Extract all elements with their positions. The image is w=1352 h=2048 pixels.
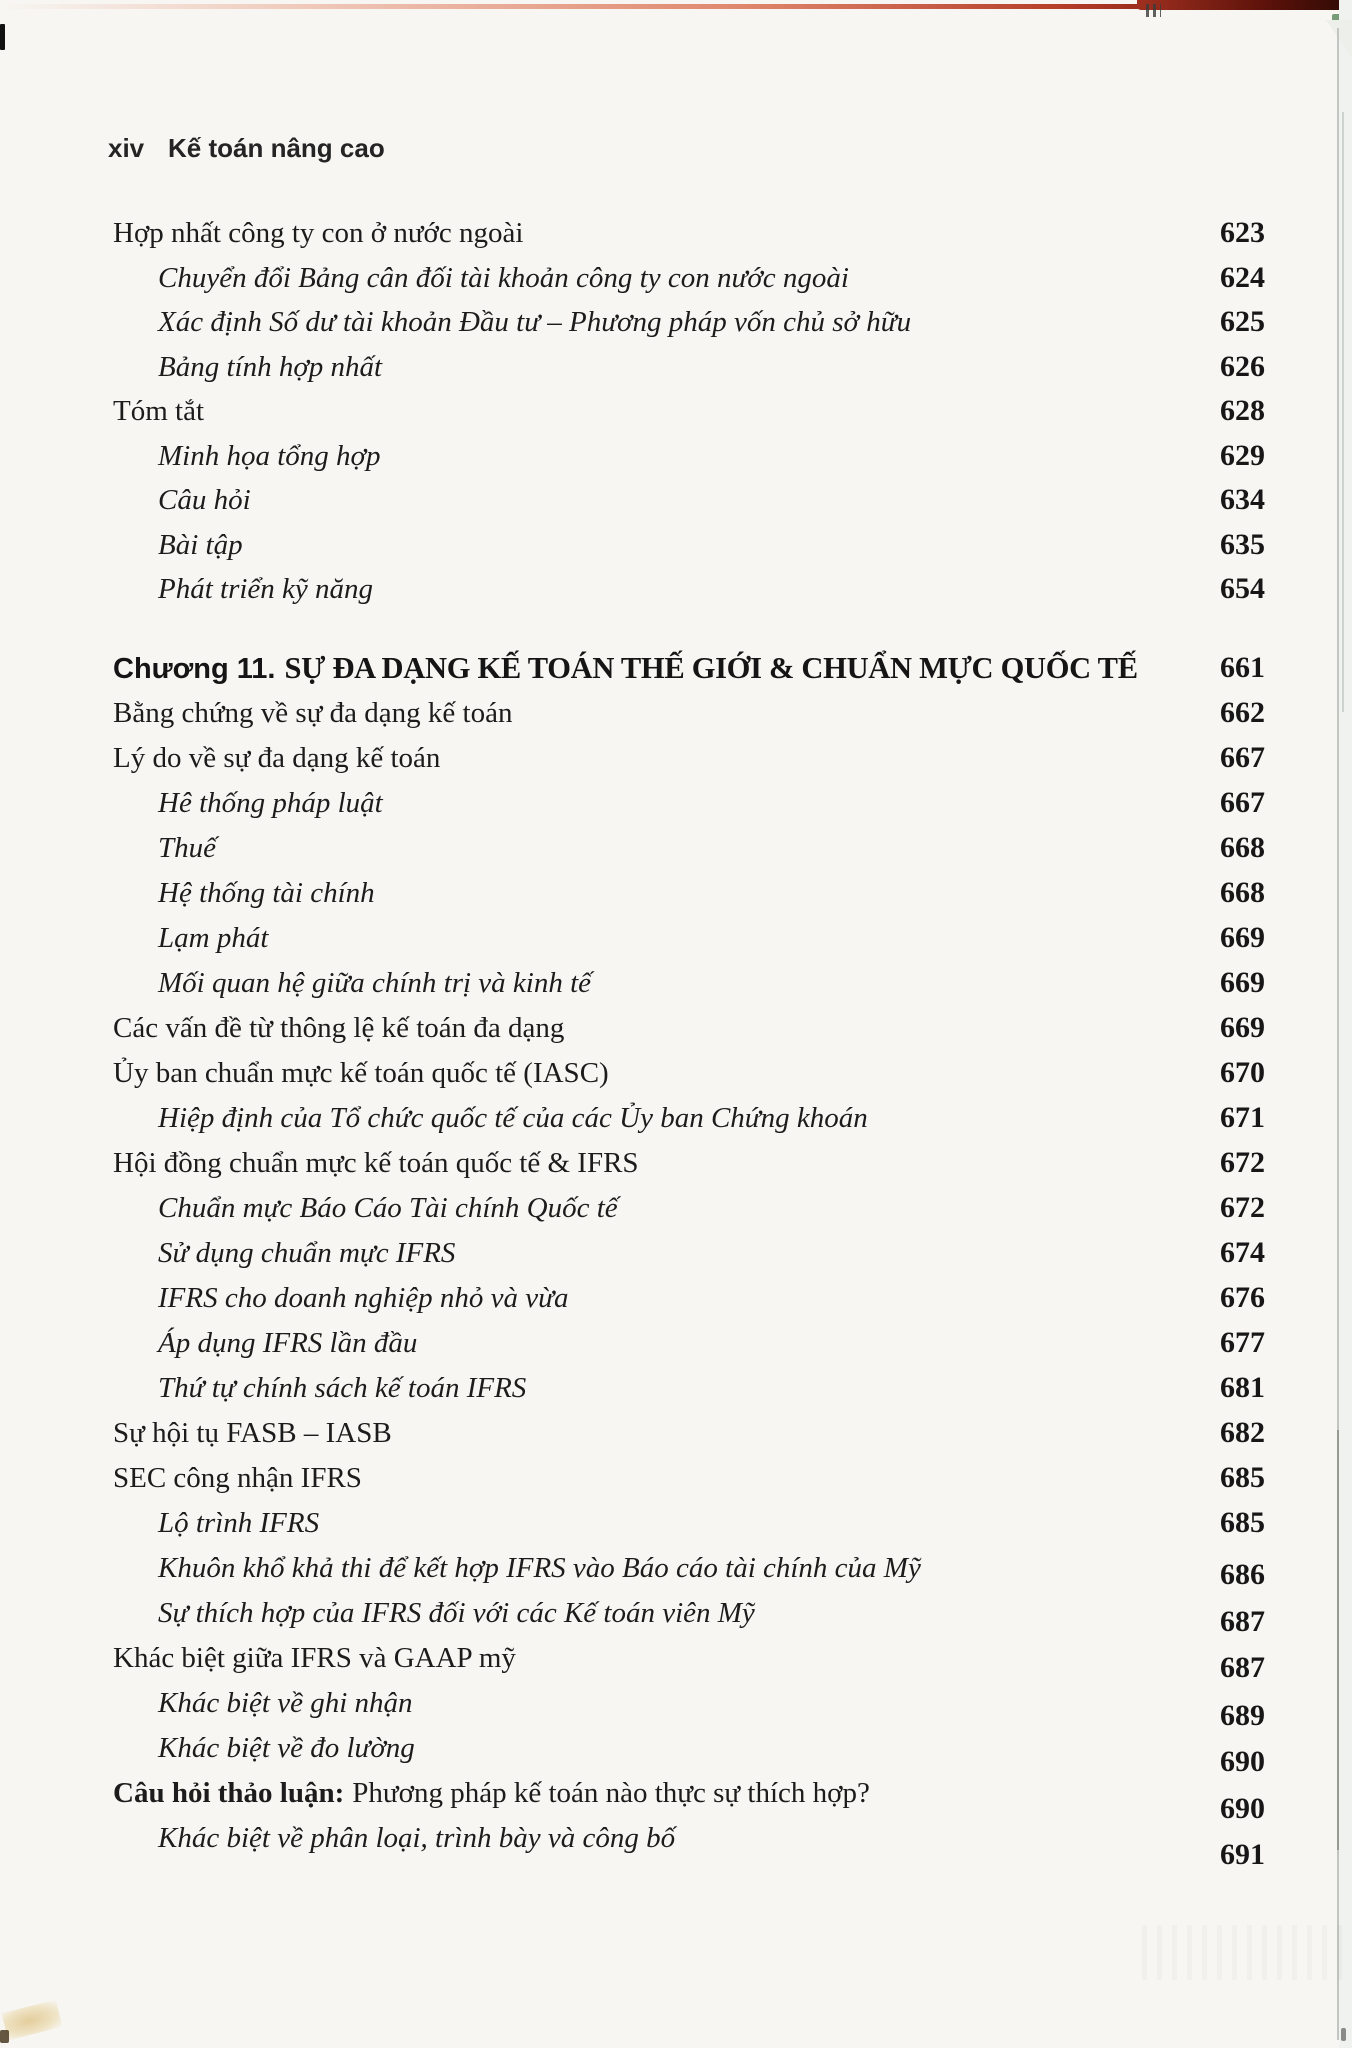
toc-entry	[0, 1501, 1352, 1546]
toc-entry-label: Sự thích hợp của IFRS đối với các Kế toán viên Mỹ	[158, 1596, 755, 1629]
toc-entry-label: Các vấn đề từ thông lệ kế toán đa dạng	[113, 1011, 565, 1044]
toc-entry	[0, 1141, 1352, 1186]
toc-entry-label: Phương pháp kế toán nào thực sự thích hợp?	[352, 1776, 870, 1809]
toc-entry-page-number: 634	[1220, 483, 1265, 517]
toc-entry-page-number: 662	[1220, 696, 1265, 729]
toc-entry-label: Khác biệt về đo lường	[158, 1731, 415, 1764]
toc-entry	[0, 1096, 1352, 1141]
toc-entry-page-number: 682	[1220, 1416, 1265, 1449]
toc-entry-label: Hiệp định của Tổ chức quốc tế của các Ủy ban Chứng khoán	[158, 1101, 868, 1134]
toc-entry-label: Hê thống pháp luật	[158, 786, 383, 819]
toc-entry-page-number: 669	[1220, 966, 1265, 999]
toc-entry-label: Khác biệt về ghi nhận	[158, 1686, 413, 1719]
toc-entry	[0, 691, 1352, 736]
toc-entry	[0, 1321, 1352, 1366]
toc-entry	[0, 1276, 1352, 1321]
toc-entry	[0, 871, 1352, 916]
toc-entry-label: Bằng chứng về sự đa dạng kế toán	[113, 696, 513, 729]
toc-entry-page-number: 625	[1220, 305, 1265, 339]
running-head	[0, 133, 1352, 167]
scan-artifact-top-right-dark	[1137, 0, 1352, 10]
toc-entry-label: Bảng tính hợp nhất	[158, 350, 383, 383]
toc-entry	[0, 345, 1352, 390]
toc-entry-page-number: 687	[1220, 1651, 1265, 1684]
toc-entry-label: Tóm tắt	[113, 395, 205, 427]
toc-entry-label: Thuế	[158, 831, 216, 864]
toc-entry-label: Chuẩn mực Báo Cáo Tài chính Quốc tế	[158, 1191, 618, 1224]
toc-entry-page-number: 623	[1220, 216, 1265, 250]
toc-entry	[0, 211, 1352, 256]
toc-entry-label: Chuyển đổi Bảng cân đối tài khoản công ty con nước ngoài	[158, 261, 849, 294]
toc-entry	[0, 1411, 1352, 1456]
toc-entry-page-number: 676	[1220, 1281, 1265, 1314]
toc-entry-label: Thứ tự chính sách kế toán IFRS	[158, 1371, 527, 1404]
toc-entry-label: Hợp nhất công ty con ở nước ngoài	[113, 217, 524, 249]
toc-entry-label: Lạm phát	[158, 921, 269, 954]
toc-entry-prefix: Câu hỏi thảo luận:	[113, 1776, 345, 1809]
toc-entry-label: SEC công nhận IFRS	[113, 1461, 362, 1494]
scan-artifact-green-tick	[1332, 14, 1349, 24]
scan-artifact-top-edge-line	[0, 4, 1352, 9]
toc-entry	[0, 1231, 1352, 1276]
toc-entry	[0, 1366, 1352, 1411]
toc-entry-label: Áp dụng IFRS lần đầu	[158, 1326, 418, 1359]
toc-entry-label: Hệ thống tài chính	[158, 876, 375, 909]
toc-entry	[0, 826, 1352, 871]
toc-entry-label: Câu hỏi	[158, 484, 251, 516]
toc-entry-label: Khác biệt giữa IFRS và GAAP mỹ	[113, 1641, 516, 1674]
toc-entry-page-number: 671	[1220, 1101, 1265, 1134]
toc-entry-page-number: 654	[1220, 572, 1265, 606]
toc-entry	[0, 1546, 1352, 1591]
toc-entry-page-number: 629	[1220, 438, 1265, 472]
toc-entry-prefix: Chương 11.	[113, 652, 276, 685]
toc-entry	[0, 567, 1352, 612]
toc-entry	[0, 916, 1352, 961]
toc-entry	[0, 1681, 1352, 1732]
toc-entry-page-number: 672	[1220, 1191, 1265, 1224]
toc-entry-label: Khuôn khổ khả thi để kết hợp IFRS vào Báo cáo tài chính của Mỹ	[158, 1551, 921, 1584]
toc-entry	[0, 1726, 1352, 1778]
toc-entry-label: Hội đồng chuẩn mực kế toán quốc tế & IFRS	[113, 1146, 639, 1179]
toc-entry	[0, 300, 1352, 345]
toc-entry-label: Lộ trình IFRS	[158, 1506, 320, 1539]
toc-entry	[0, 736, 1352, 781]
toc-entry-page-number: 668	[1220, 831, 1265, 864]
toc-entry-page-number: 624	[1220, 260, 1265, 294]
toc-entry-page-number: 635	[1220, 527, 1265, 561]
toc-entry-page-number: 690	[1220, 1745, 1265, 1778]
toc-entry-label: Lý do về sự đa dạng kế toán	[113, 741, 441, 774]
toc-entry	[0, 1636, 1352, 1684]
toc-entry-label: Sử dụng chuẩn mực IFRS	[158, 1236, 456, 1269]
toc-entry-page-number: 690	[1220, 1792, 1265, 1825]
toc-entry-label: Bài tập	[158, 528, 243, 561]
toc-chapter-heading	[0, 645, 1352, 691]
toc-entry-label: Mối quan hệ giữa chính trị và kinh tế	[158, 966, 592, 999]
toc-entry-page-number: 691	[1220, 1838, 1265, 1871]
toc-entry-page-number: 628	[1220, 394, 1265, 428]
toc-entry-label: Sự hội tụ FASB – IASB	[113, 1416, 392, 1449]
toc-entry-page-number: 669	[1220, 921, 1265, 954]
toc-entry-page-number: 661	[1220, 650, 1265, 684]
scan-artifact-bottom-left-smudge	[1, 2000, 62, 2041]
toc-entry-label: Minh họa tổng hợp	[158, 439, 381, 472]
scan-artifact-left-tick	[0, 24, 5, 50]
toc-entry-page-number: 670	[1220, 1056, 1265, 1089]
toc-entry-page-number: 685	[1220, 1461, 1265, 1494]
toc-entry-page-number: 669	[1220, 1011, 1265, 1044]
toc-entry-page-number: 667	[1220, 741, 1265, 774]
scan-artifact-corner	[1326, 20, 1352, 58]
toc-entry	[0, 1456, 1352, 1501]
toc-entry	[0, 523, 1352, 568]
scan-artifact-bottom-left-dark	[0, 2030, 9, 2043]
toc-entry-page-number: 626	[1220, 349, 1265, 383]
toc-entry	[0, 1771, 1352, 1825]
toc-entry	[0, 961, 1352, 1006]
toc-entry-page-number: 689	[1220, 1699, 1265, 1732]
toc-entry	[0, 1816, 1352, 1871]
toc-entry-page-number: 674	[1220, 1236, 1265, 1269]
toc-entry	[0, 1186, 1352, 1231]
toc-entry	[0, 1006, 1352, 1051]
toc-entry-page-number: 677	[1220, 1326, 1265, 1359]
toc-entry-page-number: 685	[1220, 1506, 1265, 1539]
toc-entry-label: Phát triển kỹ năng	[158, 573, 374, 605]
toc-entry-page-number: 681	[1220, 1371, 1265, 1404]
toc-entry-label: Khác biệt về phân loại, trình bày và công bố	[158, 1821, 676, 1854]
scan-artifact-top-mark	[1146, 4, 1161, 17]
toc-entry-page-number: 667	[1220, 786, 1265, 819]
toc-entry	[0, 1591, 1352, 1636]
toc-entry	[0, 434, 1352, 479]
toc-entry	[0, 781, 1352, 826]
toc-entry-label: IFRS cho doanh nghiệp nhỏ và vừa	[158, 1281, 569, 1314]
toc-entry-page-number: 687	[1220, 1605, 1265, 1638]
toc-entry-label: Xác định Số dư tài khoản Đầu tư – Phương pháp vốn chủ sở hữu	[158, 306, 912, 338]
toc-entry	[0, 256, 1352, 301]
toc-entry	[0, 1051, 1352, 1096]
toc-entry-page-number: 668	[1220, 876, 1265, 909]
toc-entry-label: SỰ ĐA DẠNG KẾ TOÁN THẾ GIỚI & CHUẨN MỰC QUỐC TẾ	[284, 650, 1138, 685]
toc-entry-label: Ủy ban chuẩn mực kế toán quốc tế (IASC)	[113, 1056, 609, 1089]
toc-entry	[0, 389, 1352, 434]
toc-entry-page-number: 686	[1220, 1558, 1265, 1591]
book-title: Kế toán nâng cao	[168, 133, 385, 163]
scan-artifact-bottom-right-dot	[1341, 2028, 1346, 2041]
toc-entry-page-number: 672	[1220, 1146, 1265, 1179]
toc-list	[0, 211, 1352, 1871]
toc-entry	[0, 478, 1352, 523]
page-number-roman: xiv	[108, 133, 145, 163]
scan-artifact-bottom-streaks	[1142, 1925, 1352, 1980]
